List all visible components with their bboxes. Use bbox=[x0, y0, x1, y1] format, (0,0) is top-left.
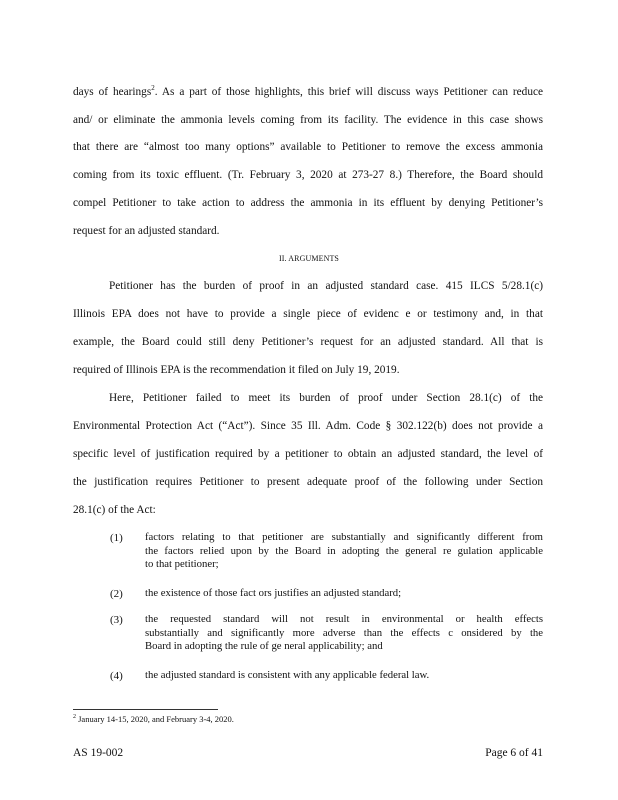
para2-line-1: Here, Petitioner failed to meet its burden of proof under Section 28.1(c) of the bbox=[109, 392, 543, 404]
intro-line-5: compel Petitioner to take action to address the ammonia in its effluent by denying Petitioner’s bbox=[73, 197, 543, 209]
intro-line-1: days of hearings$^2$. As a part of those highlights, this brief will discuss ways Petitioner can reduce bbox=[73, 84, 543, 98]
intro-line-6: request for an adjusted standard. bbox=[73, 225, 220, 237]
intro-text: As a part of those highlights, this brief will discuss ways Petitioner can reduce bbox=[161, 86, 543, 98]
para1-line-4: required of Illinois EPA is the recommendation it filed on July 19, 2019. bbox=[73, 364, 400, 376]
section-heading: II. ARGUMENTS bbox=[279, 254, 339, 263]
list-item-number: (3) bbox=[110, 614, 123, 626]
para1-line-1: Petitioner has the burden of proof in an adjusted standard case. 415 ILCS 5/28.1(c) bbox=[109, 280, 543, 292]
list-item-number: (2) bbox=[110, 588, 123, 600]
para1-line-2: Illinois EPA does not have to provide a single piece of evidenc e or testimony and, in that bbox=[73, 308, 543, 320]
footnote-divider bbox=[73, 709, 218, 710]
para2-line-2: Environmental Protection Act (“Act”). Since 35 Ill. Adm. Code § 302.122(b) does not provide a bbox=[73, 420, 543, 432]
list-item-text: the requested standard will not result in environmental or health effects substantially and significantly more adverse than the effects c onsidered by the Board in adopting the rule of ge neral applicability; and bbox=[145, 613, 543, 652]
intro-line-4: coming from its toxic effluent. (Tr. February 3, 2020 at 273-27 8.) Therefore, the Board should bbox=[73, 169, 543, 181]
intro-prefix: days of hearings bbox=[73, 86, 152, 98]
para2-line-4: the justification requires Petitioner to present adequate proof of the following under Section bbox=[73, 476, 543, 488]
footnote-number: 2 bbox=[73, 714, 76, 721]
para1-line-3: example, the Board could still deny Petitioner’s request for an adjusted standard. All that is bbox=[73, 336, 543, 348]
list-item-text: the existence of those fact ors justifies an adjusted standard; bbox=[145, 587, 402, 599]
footnote-ref[interactable]: 2 bbox=[151, 84, 155, 93]
para2-line-5: 28.1(c) of the Act: bbox=[73, 504, 156, 516]
intro-line-3: that there are “almost too many options” available to Petitioner to remove the excess ammonia bbox=[73, 141, 543, 153]
list-item-text: the adjusted standard is consistent with any applicable federal law. bbox=[145, 669, 430, 681]
intro-line-2: and/ or eliminate the ammonia levels coming from its facility. The evidence in this case shows bbox=[73, 114, 543, 126]
footnote-text: January 14-15, 2020, and February 3-4, 2020. bbox=[78, 714, 234, 724]
docket-number: AS 19-002 bbox=[73, 747, 124, 759]
page-number: Page 6 of 41 bbox=[485, 747, 543, 759]
footnote bbox=[73, 714, 234, 724]
list-item-number: (1) bbox=[110, 532, 123, 544]
list-item-text: factors relating to that petitioner are substantially and significantly different from the factors relied upon by the Board in adopting the general re gulation applicable to that petitioner; bbox=[145, 531, 543, 570]
para2-line-3: specific level of justification required by a petitioner to obtain an adjusted standard, the level of bbox=[73, 448, 543, 460]
list-item-number: (4) bbox=[110, 670, 123, 682]
